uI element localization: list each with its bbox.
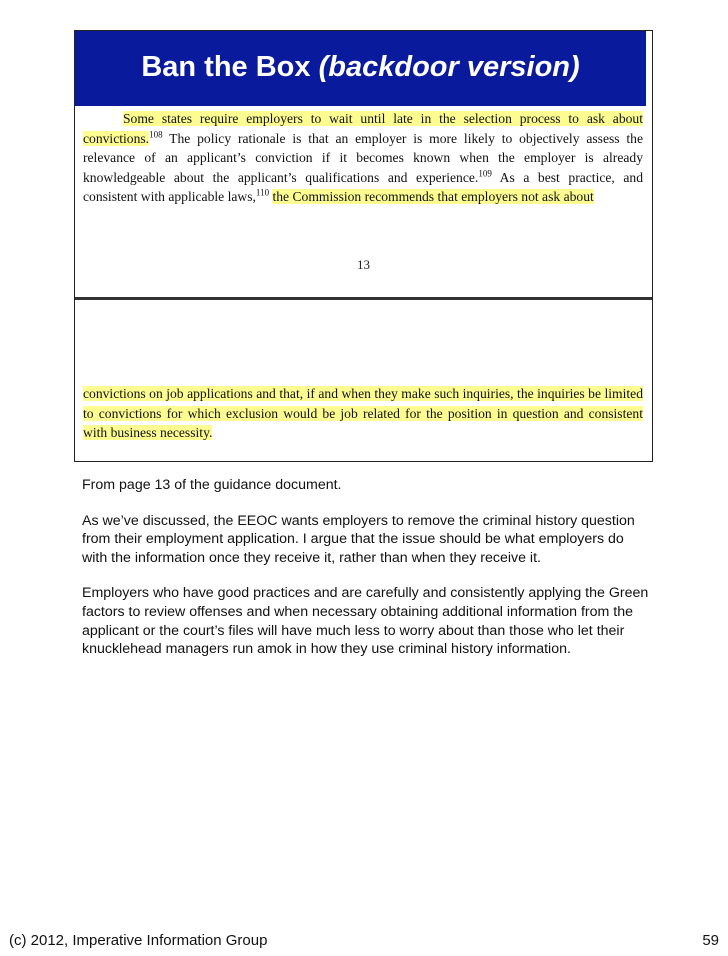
slide-image <box>74 30 653 462</box>
excerpt-convictions: convictions. <box>83 130 150 146</box>
footnote-108: 108 <box>149 129 163 140</box>
footer-slide-number: 59 <box>702 932 719 949</box>
speaker-notes <box>82 476 652 676</box>
document-page-number: 13 <box>357 257 370 272</box>
slide-title <box>75 51 646 84</box>
excerpt-recommendation: the Commission recommends that employers not ask about <box>272 189 594 205</box>
excerpt-bottom <box>83 384 643 443</box>
notes-paragraph-3: Employers who have good practices and are carefully and consistently applying the Green factors to review offenses and when necessary obtaining additional information from the applicant or the court’s files will have much less to worry about than those who let their knucklehead managers run amok in how they use criminal history information. <box>82 585 649 658</box>
excerpt-line1: Some states require employers to wait until late in the selection process to ask about <box>123 111 643 126</box>
excerpt-best-practice: As a best practice, and consistent with applicable laws, <box>83 169 644 205</box>
footnote-109: 109 <box>478 168 492 179</box>
notes-paragraph-2: As we’ve discussed, the EEOC wants employers to remove the criminal history question from their employment application. I argue that the issue should be what employers do with the information once they receive it, rather than when they receive it. <box>82 512 635 566</box>
page-break-divider <box>75 297 652 300</box>
excerpt-rationale: The policy rationale is that an employer is more likely to objectively assess the relevance of an applicant’s conviction if it becomes known when the employer is already knowledgeable about the applicant’s qualifications and experience. <box>83 130 644 185</box>
excerpt-continuation: convictions on job applications and that, if and when they make such inquiries, the inquiries be limited to convictions for which exclusion would be job related for the position in question and consistent with business necessity. <box>83 386 643 441</box>
footer-copyright: (c) 2012, Imperative Information Group <box>9 932 268 949</box>
footnote-110: 110 <box>255 187 270 198</box>
slide-title-bar <box>75 31 652 106</box>
slide-title-main: Ban the Box <box>141 51 311 83</box>
slide-title-italic: (backdoor version) <box>318 51 580 83</box>
excerpt-top <box>83 109 643 207</box>
notes-paragraph-1: From page 13 of the guidance document. <box>82 477 342 493</box>
